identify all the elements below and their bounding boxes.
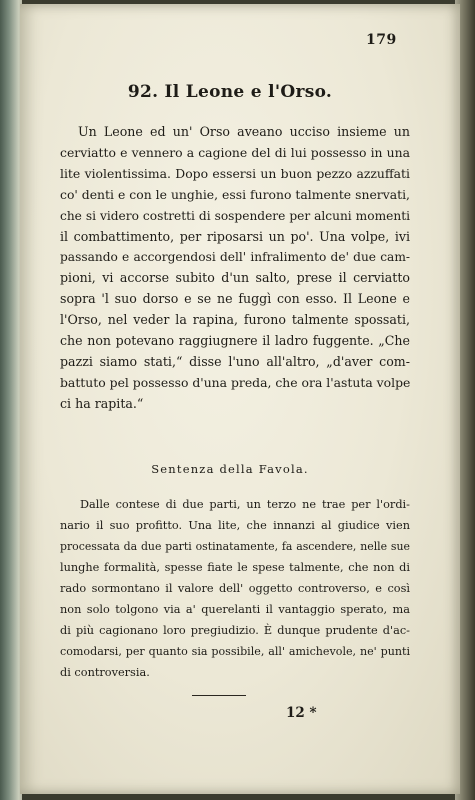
- moral-heading: Sentenza della Favola.: [151, 462, 309, 476]
- moral-line: di controversia.: [60, 666, 150, 679]
- book-page: [20, 4, 460, 794]
- fable-line: passando e accorgendosi dell' infralimento de' due cam-: [60, 250, 410, 265]
- fable-line: co' denti e con le unghie, essi furono talmente snervati,: [60, 186, 410, 202]
- fable-line: l'Orso, nel veder la rapina, furono talmente spossati,: [60, 312, 410, 328]
- section-divider: [192, 695, 246, 696]
- fable-line: lite violentissima. Dopo essersi un buon pezzo azzuffati: [60, 165, 410, 181]
- fable-line: che si videro costretti di sospendere per alcuni momenti: [60, 208, 410, 223]
- fable-line: battuto pel possesso d'una preda, che ora l'astuta volpe: [60, 374, 411, 390]
- moral-line: comodarsi, per quanto sia possibile, all' amichevole, ne' punti: [60, 645, 410, 658]
- fable-text: [60, 122, 410, 415]
- fable-title: 92. Il Leone e l'Orso.: [127, 82, 333, 102]
- page-number: 179: [366, 32, 397, 48]
- previous-page-edge: [0, 0, 22, 800]
- fable-line: il combattimento, per riposarsi un po'. Una volpe, ivi: [60, 228, 410, 244]
- signature-mark: 12 *: [286, 705, 317, 721]
- moral-line: di più cagionano loro pregiudizio. È dunque prudente d'ac-: [60, 624, 410, 637]
- moral-line: lunghe formalità, spesse fiate le spese talmente, che non di: [60, 561, 410, 574]
- fable-line: che non potevano raggiugnere il ladro fuggente. „Che: [60, 333, 410, 349]
- fable-line: pazzi siamo stati,“ disse l'uno all'altro, „d'aver com-: [60, 353, 410, 369]
- fable-line: cerviatto e vennero a cagione del di lui possesso in una: [60, 144, 410, 160]
- moral-line: Dalle contese di due parti, un terzo ne trae per l'ordi-: [80, 498, 410, 511]
- fable-line: Un Leone ed un' Orso aveano ucciso insieme un: [78, 124, 410, 139]
- moral-line: processata da due parti ostinatamente, fa ascendere, nelle sue: [60, 540, 410, 553]
- moral-text: [60, 494, 410, 683]
- moral-line: rado sormontano il valore dell' oggetto controverso, e così: [60, 582, 410, 595]
- moral-line: nario il suo profitto. Una lite, che innanzi al giudice vien: [60, 519, 410, 532]
- moral-line: non solo tolgono via a' querelanti il vantaggio sperato, ma: [60, 603, 410, 616]
- fable-line: sopra 'l suo dorso e se ne fuggì con esso. Il Leone e: [60, 291, 410, 307]
- fable-line: pioni, vi accorse subito d'un salto, prese il cerviatto: [60, 270, 410, 286]
- fable-line: ci ha rapita.“: [60, 395, 144, 411]
